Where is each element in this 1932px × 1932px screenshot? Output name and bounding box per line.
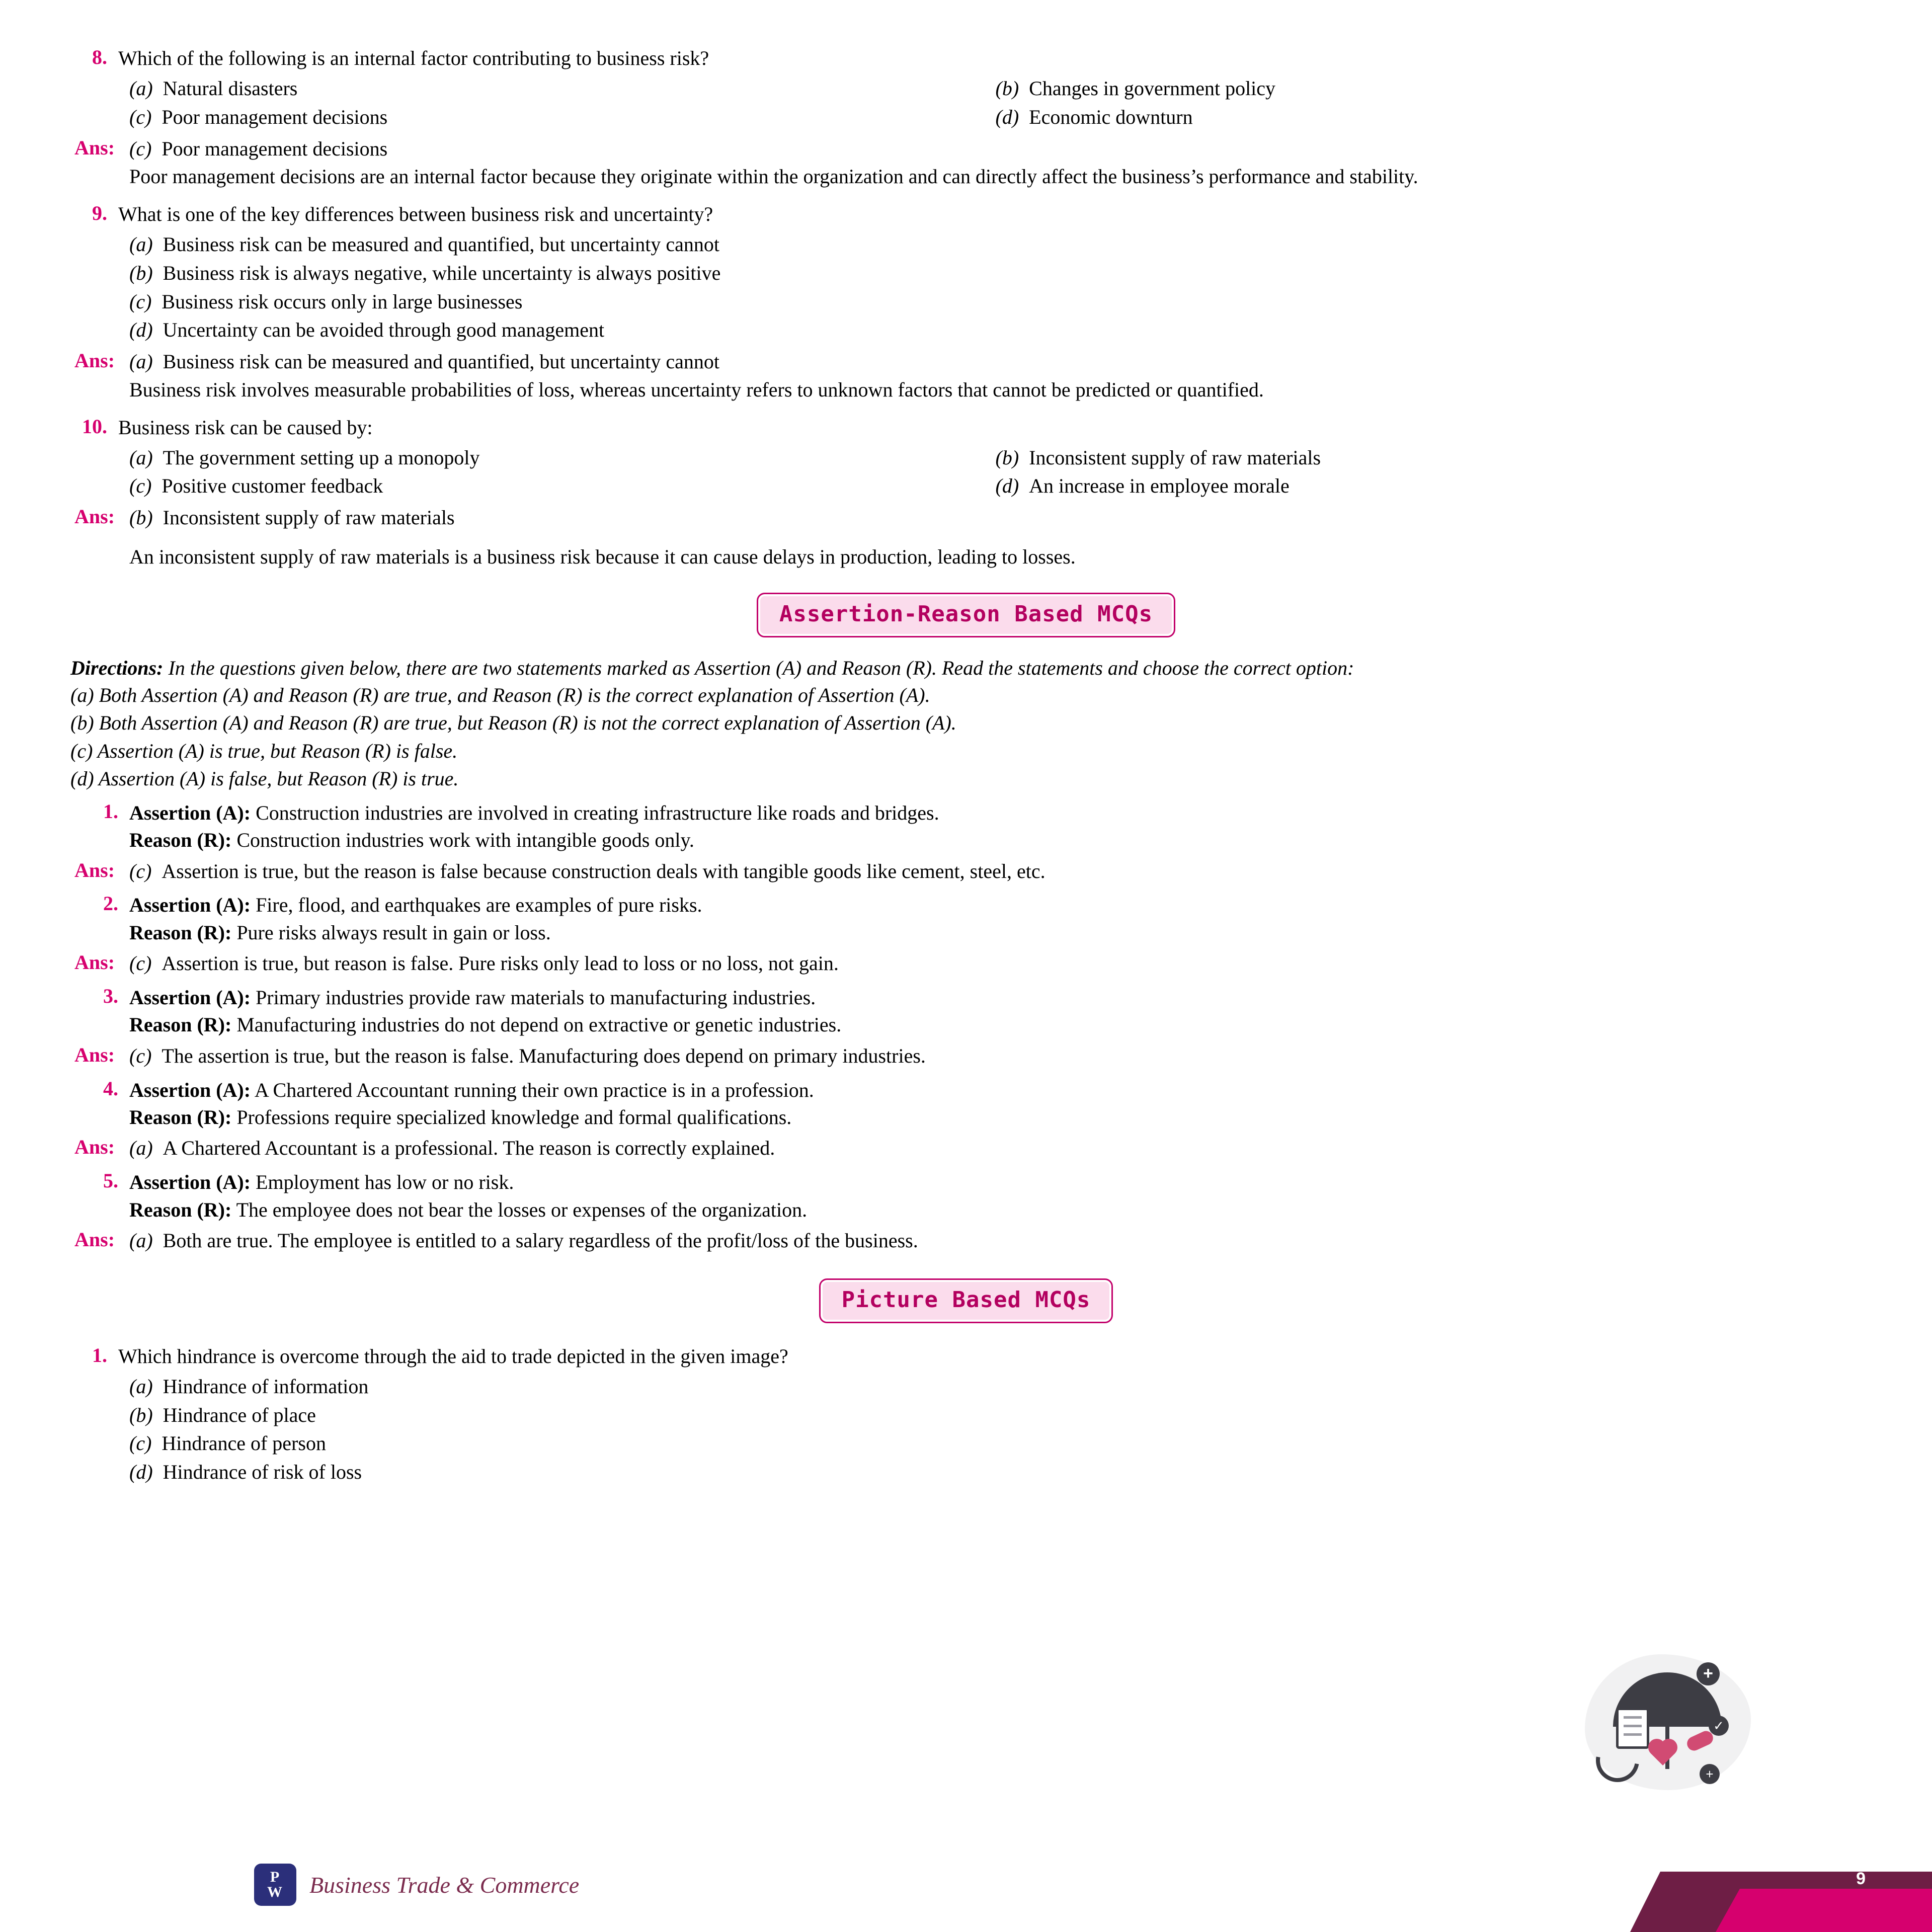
reason-label: Reason (R): xyxy=(129,1013,232,1036)
assertion-number: 4. xyxy=(103,1077,118,1100)
assertion-text: Primary industries provide raw materials to manufacturing industries. xyxy=(251,986,816,1009)
option-item xyxy=(996,472,1862,501)
answer-label: Ans: xyxy=(74,1228,115,1251)
reason-text: Professions require specialized knowledge and formal qualifications. xyxy=(231,1106,792,1129)
answer-label: Ans: xyxy=(74,858,115,881)
option-text: Positive customer feedback xyxy=(162,474,383,498)
assertion-number: 3. xyxy=(103,985,118,1008)
question-number: 8. xyxy=(92,46,107,68)
option-label: (a) xyxy=(129,1375,153,1398)
answer-body xyxy=(129,136,1862,163)
assertion-number: 5. xyxy=(103,1169,118,1192)
assertion-body xyxy=(129,799,1862,854)
assertion-number: 1. xyxy=(103,799,118,823)
assertion-label: Assertion (A): xyxy=(129,894,251,917)
direction-option: (c) Assertion (A) is true, but Reason (R) is false. xyxy=(70,739,458,762)
answer-row xyxy=(70,136,1862,163)
option-label: (b) xyxy=(129,261,153,284)
answer-text: Assertion is true, but the reason is false because construction deals with tangible goods like cement, steel, etc. xyxy=(162,859,1045,882)
option-text: Business risk occurs only in large businesses xyxy=(162,290,523,313)
answer-row xyxy=(70,349,1862,375)
answer-label: Ans: xyxy=(74,349,115,372)
reason-label: Reason (R): xyxy=(129,1106,232,1129)
option-label: (c) xyxy=(129,1432,152,1455)
option-label: (d) xyxy=(129,1461,153,1484)
option-text: Hindrance of information xyxy=(163,1375,369,1398)
assertion-section-heading: Assertion-Reason Based MCQs xyxy=(757,593,1175,637)
answer-text: A Chartered Accountant is a professional. The reason is correctly explained. xyxy=(163,1137,775,1160)
answer-text: The assertion is true, but the reason is false. Manufacturing does depend on primary industries. xyxy=(162,1044,926,1067)
footer-chapter-title: Business Trade & Commerce xyxy=(309,1872,580,1898)
assertion-item xyxy=(70,1077,1862,1162)
question-text: Which hindrance is overcome through the aid to trade depicted in the given image? xyxy=(118,1344,788,1367)
assertion-row xyxy=(70,1077,1862,1132)
option-item xyxy=(129,472,996,501)
answer-text: Assertion is true, but reason is false. Pure risks only lead to loss or no loss, not gain. xyxy=(162,952,839,975)
option-text: Hindrance of place xyxy=(163,1403,316,1426)
option-item xyxy=(129,316,1862,345)
option-list xyxy=(129,230,1862,345)
directions-label: Directions: xyxy=(70,656,164,679)
question-header xyxy=(70,1343,1862,1370)
answer-label: Ans: xyxy=(74,136,115,159)
option-item xyxy=(129,288,1862,316)
question-number: 10. xyxy=(82,415,107,438)
option-text: Economic downturn xyxy=(1029,105,1193,128)
option-text: The government setting up a monopoly xyxy=(163,446,480,469)
option-item xyxy=(129,1401,1862,1430)
answer-option: (a) xyxy=(129,350,153,373)
option-label: (c) xyxy=(129,105,152,128)
option-text: Hindrance of person xyxy=(162,1432,326,1455)
insurance-umbrella-illustration xyxy=(1570,1645,1766,1796)
assertion-item xyxy=(70,892,1862,977)
reason-text: Manufacturing industries do not depend on extractive or genetic industries. xyxy=(231,1013,842,1036)
answer-explanation: Business risk involves measurable probabilities of loss, whereas uncertainty refers to unknown factors that cannot be predicted or quantified. xyxy=(129,378,1264,401)
option-item xyxy=(129,230,1862,259)
answer-option: (a) xyxy=(129,1229,153,1252)
answer-body xyxy=(129,1135,1862,1162)
assertion-item xyxy=(70,799,1862,885)
page-number: 9 xyxy=(1856,1869,1866,1888)
option-label: (b) xyxy=(995,446,1019,469)
assertion-text: Fire, flood, and earthquakes are examples of pure risks. xyxy=(251,894,702,917)
pw-logo-icon xyxy=(254,1864,296,1906)
assertion-body xyxy=(129,1077,1862,1132)
option-item xyxy=(129,1373,1862,1401)
pw-logo-bottom: W xyxy=(267,1884,283,1900)
check-badge-icon: ✓ xyxy=(1709,1716,1729,1736)
assertion-text: A Chartered Accountant running their own practice is in a profession. xyxy=(251,1078,814,1101)
option-text: Hindrance of risk of loss xyxy=(163,1461,362,1484)
direction-option: (a) Both Assertion (A) and Reason (R) are true, and Reason (R) is the correct explanation of Assertion (A). xyxy=(70,684,930,707)
answer-body xyxy=(129,349,1862,375)
reason-label: Reason (R): xyxy=(129,921,232,944)
reason-label: Reason (R): xyxy=(129,829,232,852)
question-block xyxy=(70,1343,1862,1487)
question-number: 1. xyxy=(92,1343,107,1366)
option-label: (d) xyxy=(995,105,1019,128)
answer-option: (c) xyxy=(129,1044,152,1067)
corner-shape-pink xyxy=(1716,1889,1932,1932)
assertion-row xyxy=(70,1169,1862,1224)
answer-row xyxy=(70,505,1862,531)
question-header xyxy=(70,415,1862,441)
assertion-item xyxy=(70,1169,1862,1254)
question-text: Business risk can be caused by: xyxy=(118,416,373,439)
assertion-body xyxy=(129,1169,1862,1224)
question-block xyxy=(70,201,1862,404)
page-footer xyxy=(0,1826,1932,1932)
assertion-text: Employment has low or no risk. xyxy=(251,1171,514,1194)
question-block xyxy=(70,45,1862,190)
section-heading-wrapper xyxy=(70,1278,1862,1323)
option-text: Natural disasters xyxy=(163,77,298,100)
option-text: Business risk is always negative, while uncertainty is always positive xyxy=(163,261,721,284)
assertion-number: 2. xyxy=(103,892,118,915)
assertion-item xyxy=(70,984,1862,1070)
option-item xyxy=(996,103,1862,132)
question-header xyxy=(70,201,1862,227)
footer-corner-decoration xyxy=(1610,1846,1932,1932)
answer-explanation: An inconsistent supply of raw materials is a business risk because it can cause delays in production, leading to losses. xyxy=(129,545,1076,568)
answer-body xyxy=(129,1228,1862,1254)
answer-body xyxy=(129,1043,1862,1070)
answer-text: Inconsistent supply of raw materials xyxy=(163,506,455,529)
option-text: Changes in government policy xyxy=(1029,77,1276,100)
option-label: (c) xyxy=(129,290,152,313)
assertion-body xyxy=(129,984,1862,1039)
answer-label: Ans: xyxy=(74,505,115,528)
directions-text: In the questions given below, there are two statements marked as Assertion (A) and Reason (R). Read the statements and choose the correct option: xyxy=(163,656,1354,679)
option-text: Inconsistent supply of raw materials xyxy=(1029,446,1321,469)
answer-option: (a) xyxy=(129,1137,153,1160)
section-heading-wrapper xyxy=(70,593,1862,637)
assertion-row xyxy=(70,892,1862,946)
answer-label: Ans: xyxy=(74,1043,115,1066)
assertion-row xyxy=(70,799,1862,854)
reason-text: Pure risks always result in gain or loss. xyxy=(231,921,551,944)
option-text: Business risk can be measured and quantified, but uncertainty cannot xyxy=(163,232,719,256)
option-label: (a) xyxy=(129,77,153,100)
reason-text: The employee does not bear the losses or expenses of the organization. xyxy=(231,1198,808,1221)
assertion-label: Assertion (A): xyxy=(129,986,251,1009)
answer-text: Poor management decisions xyxy=(162,137,388,160)
question-number: 9. xyxy=(92,201,107,224)
option-text: Uncertainty can be avoided through good management xyxy=(163,318,605,342)
pw-logo-top: P xyxy=(270,1869,281,1885)
option-label: (a) xyxy=(129,232,153,256)
question-header xyxy=(70,45,1862,71)
plus-badge-icon: + xyxy=(1700,1764,1720,1784)
option-item xyxy=(129,74,996,103)
option-list xyxy=(129,444,1862,501)
option-list xyxy=(129,1373,1862,1487)
answer-row xyxy=(70,1228,1862,1254)
option-label: (d) xyxy=(995,474,1019,498)
answer-body xyxy=(129,505,1862,531)
directions-paragraph xyxy=(70,655,1862,682)
answer-text: Business risk can be measured and quantified, but uncertainty cannot xyxy=(163,350,719,373)
answer-row xyxy=(70,950,1862,977)
direction-option: (d) Assertion (A) is false, but Reason (R) is true. xyxy=(70,767,459,790)
answer-explanation: Poor management decisions are an internal factor because they originate within the organization and can directly affect the business’s performance and stability. xyxy=(129,165,1418,188)
assertion-body xyxy=(129,892,1862,946)
answer-option: (b) xyxy=(129,506,153,529)
answer-option: (c) xyxy=(129,137,152,160)
question-text: Which of the following is an internal factor contributing to business risk? xyxy=(118,47,709,69)
assertion-text: Construction industries are involved in creating infrastructure like roads and bridges. xyxy=(251,801,939,824)
answer-text: Both are true. The employee is entitled to a salary regardless of the profit/loss of the business. xyxy=(163,1229,918,1252)
option-label: (b) xyxy=(995,77,1019,100)
option-label: (c) xyxy=(129,474,152,498)
option-item xyxy=(996,444,1862,472)
answer-body xyxy=(129,858,1862,885)
option-item xyxy=(129,259,1862,288)
answer-row xyxy=(70,1043,1862,1070)
option-text: An increase in employee morale xyxy=(1029,474,1290,498)
reason-text: Construction industries work with intangible goods only. xyxy=(231,829,694,852)
assertion-label: Assertion (A): xyxy=(129,1171,251,1194)
answer-row xyxy=(70,858,1862,885)
answer-body xyxy=(129,950,1862,977)
medical-cross-icon: + xyxy=(1697,1662,1720,1685)
option-item xyxy=(996,74,1862,103)
option-item xyxy=(129,1458,1862,1487)
option-item xyxy=(129,1429,1862,1458)
option-list xyxy=(129,74,1862,132)
publisher-logo xyxy=(254,1864,579,1906)
option-label: (b) xyxy=(129,1403,153,1426)
option-item xyxy=(129,444,996,472)
question-block xyxy=(70,415,1862,571)
assertion-row xyxy=(70,984,1862,1039)
answer-option: (c) xyxy=(129,952,152,975)
assertion-label: Assertion (A): xyxy=(129,801,251,824)
answer-row xyxy=(70,1135,1862,1162)
option-item xyxy=(129,103,996,132)
direction-option: (b) Both Assertion (A) and Reason (R) are true, but Reason (R) is not the correct explanation of Assertion (A). xyxy=(70,711,956,735)
option-label: (d) xyxy=(129,318,153,342)
answer-label: Ans: xyxy=(74,951,115,974)
option-label: (a) xyxy=(129,446,153,469)
assertion-label: Assertion (A): xyxy=(129,1078,251,1101)
reason-label: Reason (R): xyxy=(129,1198,232,1221)
picture-section-heading: Picture Based MCQs xyxy=(819,1278,1113,1323)
answer-label: Ans: xyxy=(74,1136,115,1159)
question-text: What is one of the key differences between business risk and uncertainty? xyxy=(118,202,713,225)
answer-option: (c) xyxy=(129,859,152,882)
option-text: Poor management decisions xyxy=(162,105,388,128)
